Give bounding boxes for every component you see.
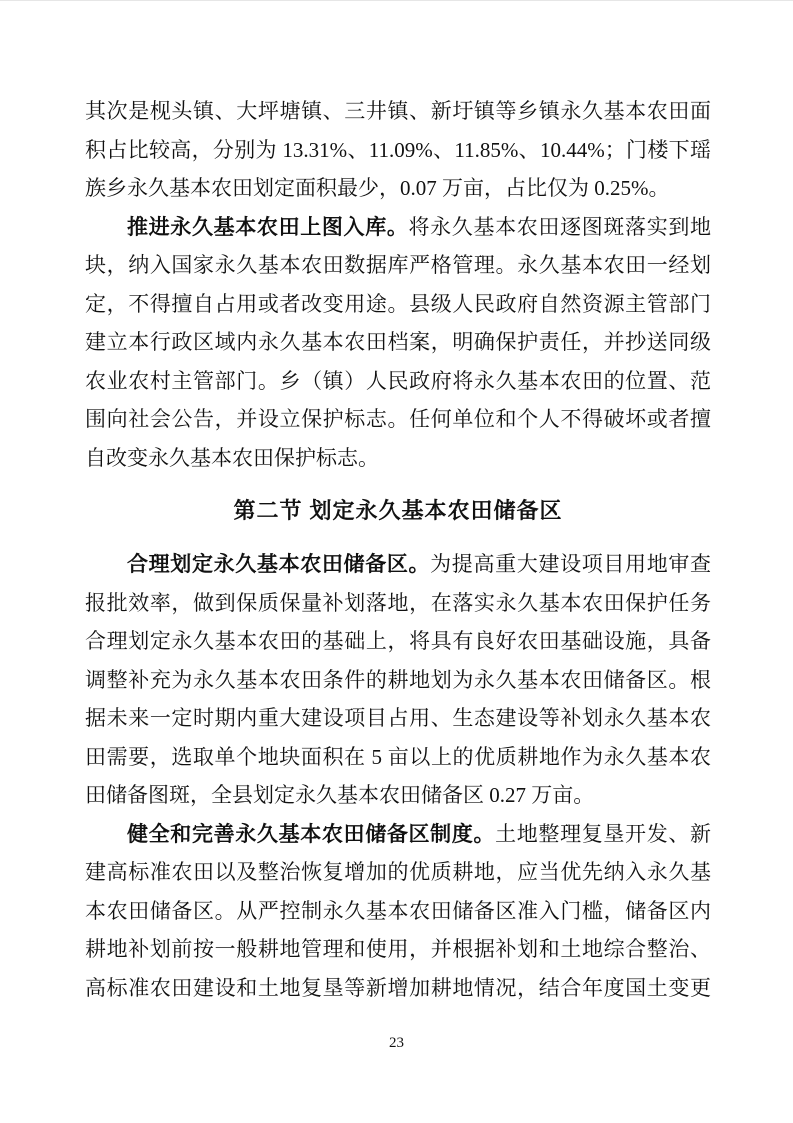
text-line: 自改变永久基本农田保护标志。 (85, 445, 379, 470)
text-line: 合理划定永久基本农田的基础上，将具有良好农田基础设施，具备 (85, 629, 711, 653)
paragraph-lead-bold: 健全和完善永久基本农田储备区制度。 (127, 821, 496, 846)
text-line: 据未来一定时期内重大建设项目占用、生态建设等补划永久基本农 (85, 706, 711, 730)
para-reserve-zone-system (85, 815, 711, 1008)
text-line: 推进永久基本农田上图入库。将永久基本农田逐图斑落实到地 (127, 214, 711, 239)
para-reserve-zone-delineation (85, 545, 711, 815)
body-text (85, 92, 711, 1007)
text-line: 族乡永久基本农田划定面积最少，0.07 万亩，占比仅为 0.25%。 (85, 176, 670, 200)
text-line: 高标准农田建设和土地复垦等新增加耕地情况，结合年度国土变更 (85, 975, 711, 1000)
text-line: 建高标准农田以及整治恢复增加的优质耕地，应当优先纳入永久基 (85, 860, 711, 884)
page-number: 23 (389, 1035, 404, 1051)
text-line: 建立本行政区域内永久基本农田档案，明确保护责任，并抄送同级 (85, 330, 711, 354)
text-line: 田需要，选取单个地块面积在 5 亩以上的优质耕地作为永久基本农 (85, 744, 711, 769)
text-line: 围向社会公告，并设立保护标志。任何单位和个人不得破坏或者擅 (85, 407, 711, 431)
paragraph-lead-bold: 推进永久基本农田上图入库。 (127, 214, 409, 239)
text-line: 块，纳入国家永久基本农田数据库严格管理。永久基本农田一经划 (85, 253, 711, 277)
text-line: 本农田储备区。从严控制永久基本农田储备区准入门槛，储备区内 (85, 898, 711, 923)
text-line: 报批效率，做到保质保量补划落地，在落实永久基本农田保护任务 (85, 590, 711, 615)
section-heading: 第二节 划定永久基本农田储备区 (233, 498, 563, 523)
paragraph-lead-bold: 合理划定永久基本农田储备区。 (127, 552, 431, 576)
text-line: 合理划定永久基本农田储备区。为提高重大建设项目用地审查 (127, 552, 711, 576)
para-map-database (85, 208, 711, 478)
text-line: 定，不得擅自占用或者改变用途。县级人民政府自然资源主管部门 (85, 291, 711, 316)
text-line: 其次是枧头镇、大坪塘镇、三井镇、新圩镇等乡镇永久基本农田面 (85, 99, 711, 123)
text-line: 积占比较高，分别为 13.31%、11.09%、11.85%、10.44%；门楼下瑶 (85, 137, 711, 162)
text-line: 农业农村主管部门。乡（镇）人民政府将永久基本农田的位置、范 (85, 368, 711, 393)
text-line: 调整补充为永久基本农田条件的耕地划为永久基本农田储备区。根 (85, 667, 711, 692)
text-line: 耕地补划前按一般耕地管理和使用，并根据补划和土地综合整治、 (85, 937, 711, 961)
text-line: 田储备图斑，全县划定永久基本农田储备区 0.27 万亩。 (85, 783, 595, 807)
text-line: 健全和完善永久基本农田储备区制度。土地整理复垦开发、新 (127, 821, 711, 846)
para-township-stats (85, 92, 711, 208)
